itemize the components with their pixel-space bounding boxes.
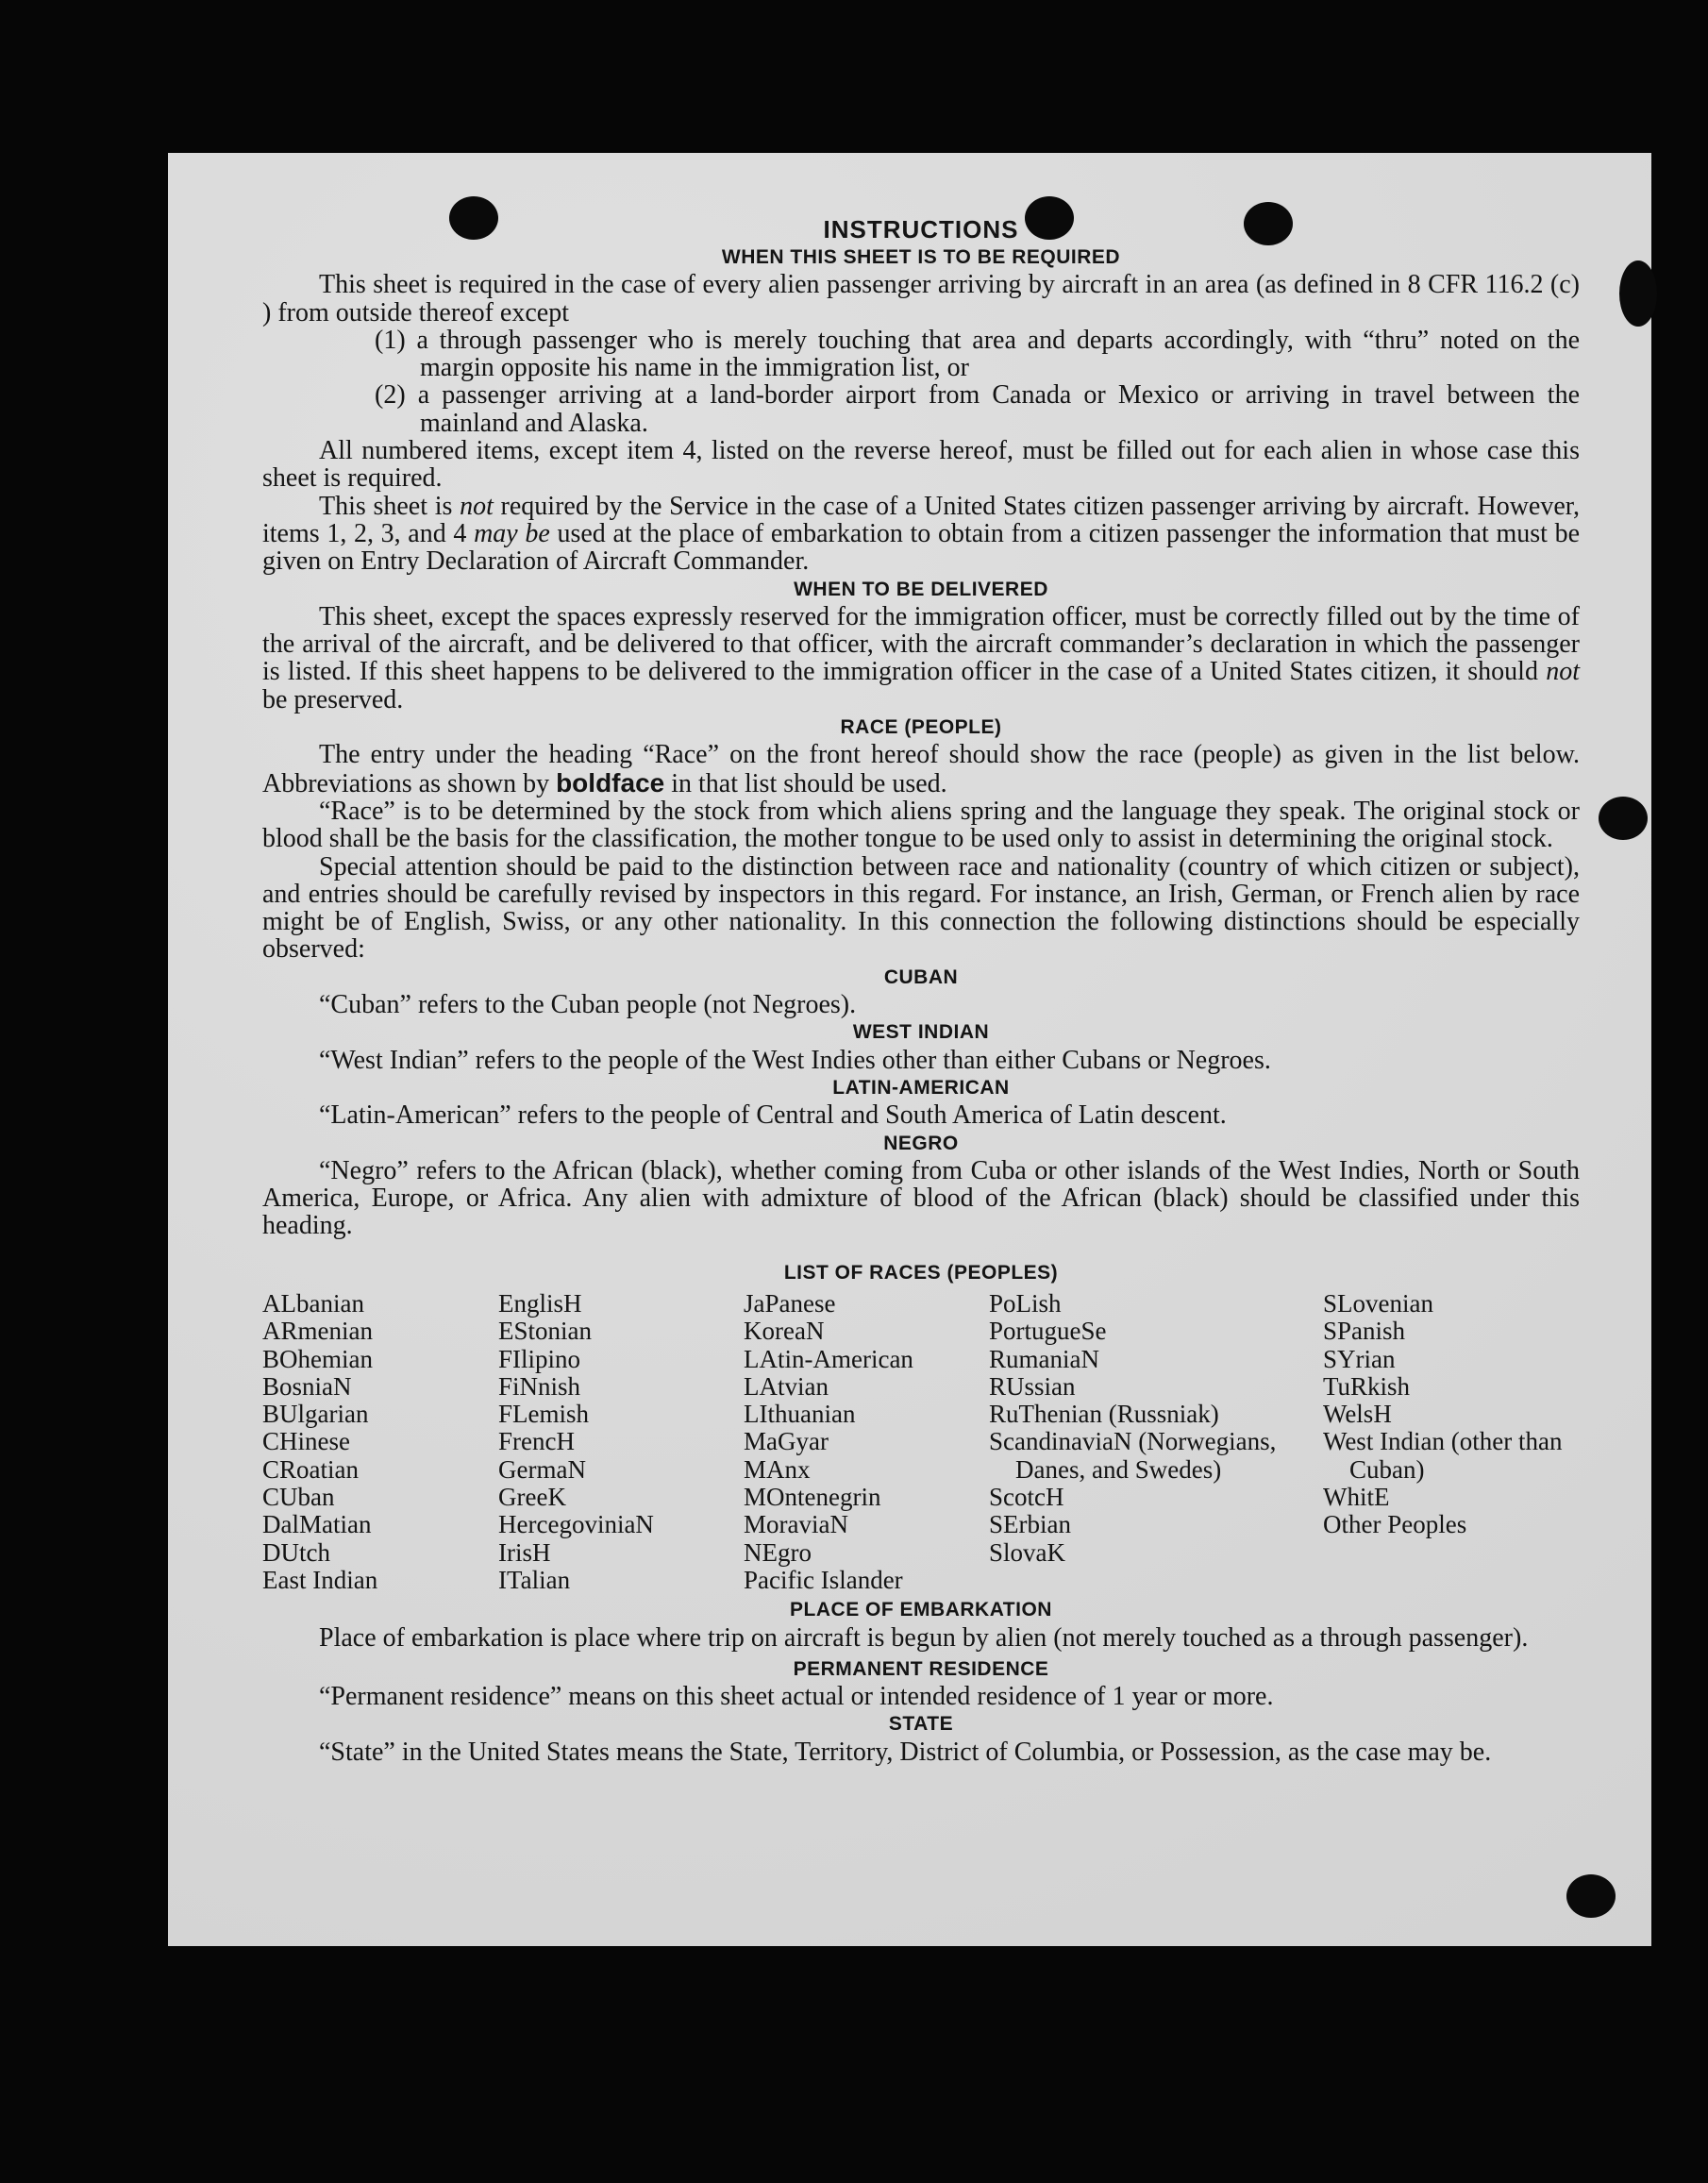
punch-hole [1599, 797, 1648, 840]
race-entry: BOhemian [262, 1344, 373, 1373]
race-column [262, 1290, 498, 1594]
race-column [498, 1290, 744, 1594]
race-entry: SPanish [1323, 1317, 1406, 1346]
document-sheet [168, 153, 1651, 1946]
exception-item-1: (1) a through passenger who is merely touching that area and departs accordingly, with “thru” noted on the margin opposite his name in the immigration list, or [375, 325, 1580, 383]
race-entry: ScotcH [989, 1483, 1064, 1512]
citizen-paragraph: This sheet is not required by the Service in the case of a United States citizen passenger arriving by aircraft. However, items 1, 2, 3, and 4 may be used at the place of embarkation to obtain from a citizen passenger the information that must be given on Entry Declaration of Aircraft Commander. [262, 491, 1581, 577]
race-entry: FIlipino [498, 1344, 581, 1373]
race-entry: PoLish [989, 1288, 1062, 1318]
race-column [1323, 1290, 1578, 1594]
race-entry: LIthuanian [744, 1400, 856, 1429]
race-entry: ALbanian [262, 1288, 364, 1318]
section-heading-list-of-races: LIST OF RACES (PEOPLES) [783, 1261, 1059, 1284]
punch-hole [1566, 1874, 1616, 1918]
section-heading-cuban: CUBAN [883, 966, 959, 988]
race-entry: JaPanese [744, 1288, 836, 1318]
race-entry: SlovaK [989, 1537, 1065, 1567]
delivery-paragraph: This sheet, except the spaces expressly reserved for the immigration officer, must be correctly filled out by the time of the arrival of the aircraft, and be delivered to that officer, with the aircraft commander’s declaration in which the passenger is listed. If this sheet happens to be delivered to the immigration officer in the case of a United States citizen, it should not be preserved. [262, 601, 1580, 714]
race-entry: West Indian (other than Cuban) [1323, 1427, 1563, 1484]
race-entry: HercegoviniaN [498, 1510, 654, 1539]
race-column [989, 1290, 1298, 1594]
race-entry: WelsH [1323, 1400, 1392, 1429]
race-entry: MoraviaN [744, 1510, 848, 1539]
race-paragraph-3: Special attention should be paid to the distinction between race and nationality (country of which citizen or subject), and entries should be carefully revised by inspectors in this regard. For instance, an Irish, German, or French alien by race might be of English, Swiss, or any other nationality. In this connection the following distinctions should be especially observed: [262, 851, 1580, 965]
race-entry: FrencH [498, 1427, 575, 1456]
race-entry: Other Peoples [1323, 1510, 1467, 1539]
race-entry: ARmenian [262, 1317, 373, 1346]
state-definition: “State” in the United States means the State, Territory, District of Columbia, or Possession, as the case may be. [319, 1737, 1492, 1767]
race-entry: FiNnish [498, 1371, 581, 1401]
section-heading-race: RACE (PEOPLE) [840, 716, 1002, 739]
race-entry: ITalian [498, 1565, 571, 1594]
race-entry: SErbian [989, 1510, 1071, 1539]
race-entry: ScandinaviaN (Norwegians, Danes, and Swedes) [989, 1427, 1277, 1484]
latin-american-definition: “Latin-American” refers to the people of Central and South America of Latin descent. [319, 1100, 1227, 1131]
race-entry: MOntenegrin [744, 1483, 881, 1512]
race-entry: DUtch [262, 1537, 330, 1567]
race-entry: KoreaN [744, 1317, 825, 1346]
section-heading-embarkation: PLACE OF EMBARKATION [790, 1599, 1052, 1621]
race-entry: Pacific Islander [744, 1565, 903, 1594]
race-entry: EStonian [498, 1317, 592, 1346]
race-entry: IrisH [498, 1537, 551, 1567]
intro-paragraph: This sheet is required in the case of every alien passenger arriving by aircraft in an area (as defined in 8 CFR 116.2 (c) ) from outside thereof except [262, 270, 1580, 327]
page-title: INSTRUCTIONS [823, 215, 1019, 243]
race-entry: PortugueSe [989, 1317, 1107, 1346]
race-entry: RUssian [989, 1371, 1076, 1401]
negro-definition: “Negro” refers to the African (black), whether coming from Cuba or other islands of the West Indies, North or South America, Europe, or Africa. Any alien with admixture of blood of the African (black) should be classified under this heading. [262, 1155, 1580, 1241]
race-entry: NEgro [744, 1537, 812, 1567]
race-entry: CRoatian [262, 1454, 359, 1484]
section-heading-negro: NEGRO [883, 1132, 959, 1154]
punch-hole [1619, 260, 1657, 327]
race-entry: RumaniaN [989, 1344, 1099, 1373]
race-entry: LAtvian [744, 1371, 829, 1401]
section-heading-required: WHEN THIS SHEET IS TO BE REQUIRED [721, 246, 1121, 268]
section-heading-delivered: WHEN TO BE DELIVERED [794, 578, 1048, 600]
race-entry: East Indian [262, 1565, 378, 1594]
race-entry: FLemish [498, 1400, 590, 1429]
race-entry: EnglisH [498, 1288, 582, 1318]
cuban-definition: “Cuban” refers to the Cuban people (not Negroes). [319, 990, 857, 1020]
race-entry: SYrian [1323, 1344, 1396, 1373]
race-entry: WhitE [1323, 1483, 1390, 1512]
west-indian-definition: “West Indian” refers to the people of the West Indies other than either Cubans or Negroes. [319, 1045, 1271, 1075]
race-paragraph-1: The entry under the heading “Race” on the front hereof should show the race (people) as given in the list below. Abbreviations as shown by boldface in that list should be used. [262, 740, 1580, 798]
exception-item-2: (2) a passenger arriving at a land-border airport from Canada or Mexico or arriving in travel between the mainland and Alaska. [375, 380, 1580, 438]
section-heading-residence: PERMANENT RESIDENCE [793, 1657, 1049, 1680]
race-entry: BosniaN [262, 1371, 352, 1401]
race-column [744, 1290, 989, 1594]
race-entry: CHinese [262, 1427, 350, 1456]
race-entry: LAtin-American [744, 1344, 913, 1373]
residence-definition: “Permanent residence” means on this sheet actual or intended residence of 1 year or more. [319, 1682, 1274, 1712]
race-entry: GreeK [498, 1483, 566, 1512]
race-entry: RuThenian (Russniak) [989, 1400, 1219, 1429]
race-entry: MaGyar [744, 1427, 829, 1456]
section-heading-state: STATE [888, 1713, 954, 1736]
race-list [262, 1290, 1580, 1594]
section-heading-west-indian: WEST INDIAN [852, 1021, 990, 1044]
race-entry: GermaN [498, 1454, 586, 1484]
instructions-content [262, 215, 1580, 1766]
embarkation-definition: Place of embarkation is place where trip on aircraft is begun by alien (not merely touched as a through passenger). [319, 1622, 1529, 1653]
race-entry: CUban [262, 1483, 335, 1512]
race-entry: MAnx [744, 1454, 811, 1484]
race-entry: TuRkish [1323, 1371, 1411, 1401]
race-entry: DalMatian [262, 1510, 372, 1539]
race-entry: SLovenian [1323, 1288, 1433, 1318]
numbered-items-paragraph: All numbered items, except item 4, listed on the reverse hereof, must be filled out for each alien in whose case this sheet is required. [262, 436, 1580, 494]
race-entry: BUlgarian [262, 1400, 369, 1429]
race-paragraph-2: “Race” is to be determined by the stock from which aliens spring and the language they speak. The original stock or blood shall be the basis for the classification, the mother tongue to be used only to assist in determining the original stock. [262, 796, 1580, 854]
section-heading-latin-american: LATIN-AMERICAN [832, 1076, 1010, 1099]
